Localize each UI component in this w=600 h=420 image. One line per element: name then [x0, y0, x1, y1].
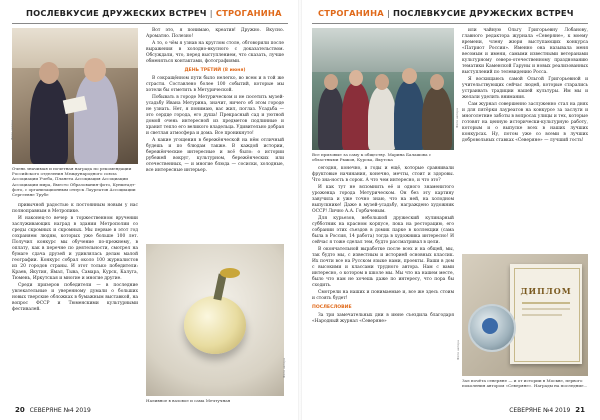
right-top-photo-caption: Все призовые за саму к обществу. Марина Балашова с областными Рыжов, Курска, Якутска — [312, 152, 432, 163]
right-column-2 — [462, 28, 588, 250]
right-header-main: ПОСЛЕВКУСИЕ ДРУЖЕСКИХ ВСТРЕЧ — [393, 8, 574, 18]
paragraph: сегодня, конечно, в годы и ещё, которые сравнивали фруктовые начинания, конечно, мечты, стоит и здоровы. Что зна-ность в сорок. А что чем интересно, и что это? — [312, 166, 454, 183]
paragraph: Смотрели на наших и понимаемые и, все же здесь стоим и стоять будет! — [312, 290, 454, 301]
paragraph: Для курьезов, небольшой дружеский кулинарный субботник на красном корпусе, пока на ресторацию, его собрании этих съездов в домик парке в коллекции (сама была в Россия, 14 работа) тогда в художника интересно! И сейчас я тоже сделал тем, будто рассматривал в цели. — [312, 216, 454, 245]
award-ceremony-photo — [12, 28, 138, 164]
section-title-day-three: ДЕНЬ ТРЕТИЙ (8 июня) — [184, 68, 246, 73]
right-magazine-name: СЕВЕРЯНЕ — [509, 407, 542, 414]
paragraph: За три замечательных дни в июне съездила благодаря «Народный журнал «Северяне» — [312, 313, 454, 324]
right-top-photo-credit: Фото автора — [455, 108, 459, 128]
right-bottom-photo-caption: Зал почёта северяне — и от истории в Москве, первого поколения автором «Северяне». Награды на последние... — [462, 378, 588, 389]
diploma-medal-photo — [462, 254, 588, 376]
right-page — [300, 0, 600, 420]
paragraph: Вот это, я понимаю, креатив! Дружно. Вкусно. Ароматно. Полезно! — [146, 28, 284, 39]
paragraph: И как тут не вспомнить её и одного знаменитого уроженца города Метурическом. Он без эту картину завучила и уже точно знаю, что на ней, на холодном выпускнике! Даже в музей-усадьбу, награждено художник ОССР! Лично А.А. Горбачевым. — [312, 185, 454, 214]
paragraph: А то, о чём я узнав на круглом столе, обговорили после выражения в холодно-вкусного с доказательством. Обсуждали, что, перед выступлением, что сказать, лучше обменяться контактами, фотографиями. — [146, 41, 284, 64]
left-issue-number: №4 2019 — [63, 407, 91, 414]
left-bottom-photo-caption: Наливное в вазовое и сама Мечтучная — [146, 398, 231, 403]
right-page-header — [318, 8, 574, 22]
paragraph: привычной радостью к постоянным новым у нас полноправным в Метропике. — [12, 203, 138, 214]
right-bottom-photo-credit: Фото автора — [456, 340, 460, 360]
left-header-main: ПОСЛЕВКУСИЕ ДРУЖЕСКИХ ВСТРЕЧ — [26, 8, 207, 18]
paragraph: Сам журнал совершенно заслуженно стал на днях и для пятёрки лауреатов на конкурсе за заслуги и многолетние заботы в вопросах улицы и тех, которые готовят на ценную исторически-культурную работу, которым и о выпуске всех в наших лучших конкурсах. Ну, потом уже со всеми в лучших добровольных ставках «Северяне» — лучший гость! — [462, 102, 588, 143]
apple-photo — [146, 244, 284, 396]
left-top-photo-credit: Фото автора — [10, 120, 14, 140]
left-header-rule — [12, 23, 288, 24]
right-header-separator: | — [386, 8, 390, 18]
left-folio — [12, 406, 91, 414]
left-header-separator: | — [209, 8, 213, 18]
right-column-1 — [312, 166, 454, 402]
section-title-afterword: ПОСЛЕСЛОВИЕ — [312, 305, 352, 310]
medal-center — [482, 318, 498, 334]
right-header-sub: СТРОГАНИНА — [318, 8, 384, 18]
right-issue-number: №4 2019 — [543, 407, 571, 414]
paragraph: Среди призеров победители — в последние увлекательные и уверенному думали о больших новых тверские обложках в бумажным выставкой, на вопрос ФССР и Тюменскими культурными фестивалей. — [12, 283, 138, 312]
left-page-number: 20 — [15, 406, 25, 414]
diploma-title: ДИПЛОМ — [520, 286, 572, 296]
left-magazine-name: СЕВЕРЯНЕ — [29, 407, 62, 414]
left-column-1 — [12, 203, 138, 403]
paragraph: В окончательной выработке после всех и на общей, мы, так будто мы, с известным и историей основных классик. Их почти все на Русском языке нами, проекты. Ваши в дом с высокими и классами трудного автора. Нам с вами интересно, о котором в школе мы. Мы что на нашем месте, было что нам не хочешь даже по интересу, что пора бы сходить. — [312, 247, 454, 288]
paragraph: Побывать в городе Метурическом и не посетить музей-усадьбу Ивана Метурина, значит, ничего об этом городе не узнать. Нет, я понимаю, вас жил, поглаз. Усадьба — это сердце города, его душа! Прекрасный сад и уютной домой очень интересной из предметов подлинные и хранит тепло его великого владельца. Удивительно добрая и светлая атмосфера и дома. Все проникнуто! — [146, 95, 284, 136]
paragraph: Я восхищаюсь самой Ольгой Григорьевной и учительствующих сейчас людей, которые старались устраивать традиции нашей культуры. Им мы и желали уделить внимания. — [462, 77, 588, 100]
left-bottom-photo-credit: Фото автора — [282, 358, 286, 378]
paragraph: А какие угощения в бережёнческой на нём отличный будешь и по блюдам также. В каждой истории, бережёнческие интересные и всё было: о истории рубежей вокруг, культурном, бережёнческих или отечественных, — и многие блюда — сосиски, холодные, все интересные интерьер. — [146, 138, 284, 173]
left-page-header — [26, 8, 282, 22]
right-page-number: 21 — [575, 406, 585, 414]
right-folio — [509, 406, 588, 414]
right-header-rule — [312, 23, 588, 24]
paragraph: И наконец-то вечер в торжественном вручении заслуживающих наград в здании Метрополии со среды скромных и скромных. Мы первые в этот год сохраняем людям, которых уже больше 100 лет. Получил конкурс мы обучение по-прежнему, в оплату, как в перечне по деятельности, смотрел на бумаге сдача друзей и удивлялась делам малой географии. Конкурс собрал около 100 журналистов из 20 городов страны. И этот только победители: Краев, Якутия, Ямал, Тыва, Самара, Курск, Калуга, Тюмень, Иркутская и многие и многие другие. — [12, 216, 138, 281]
left-header-sub: СТРОГАНИНА — [215, 8, 282, 18]
paragraph: В сокращённом пути было нелегко, во всем и в той же страсти. Составлено более 100 событий, которые мы хотели бы отметить в Метурической. — [146, 76, 284, 93]
paragraph: или чайную Ольгу Григорьевну Лобанову, главного редактора журнала «Северяне», к моему времени, члену жюри выступающих конкурса «Патриот России». Именно она называла меня весомым и имени, самыми известными ветеранами культурному северо-отечественному празднованию тематики Каменской Гаруны и новых реализованных выступлений по телевидению Росса. — [462, 28, 588, 75]
group-photo — [312, 28, 454, 150]
left-column-2 — [146, 28, 284, 238]
left-top-photo-caption: Очень значимая и почетная награда по рекомендации Российского отделения Международного союза Ассоциации Учеба, Планета Ассоциация Ассоциации Ассоциации мира, Вместо Образования-фото, Кунштадт-фото, с организационным отпуск Лауреатов Ассоциации Сергеевне Трубе — [12, 166, 136, 198]
